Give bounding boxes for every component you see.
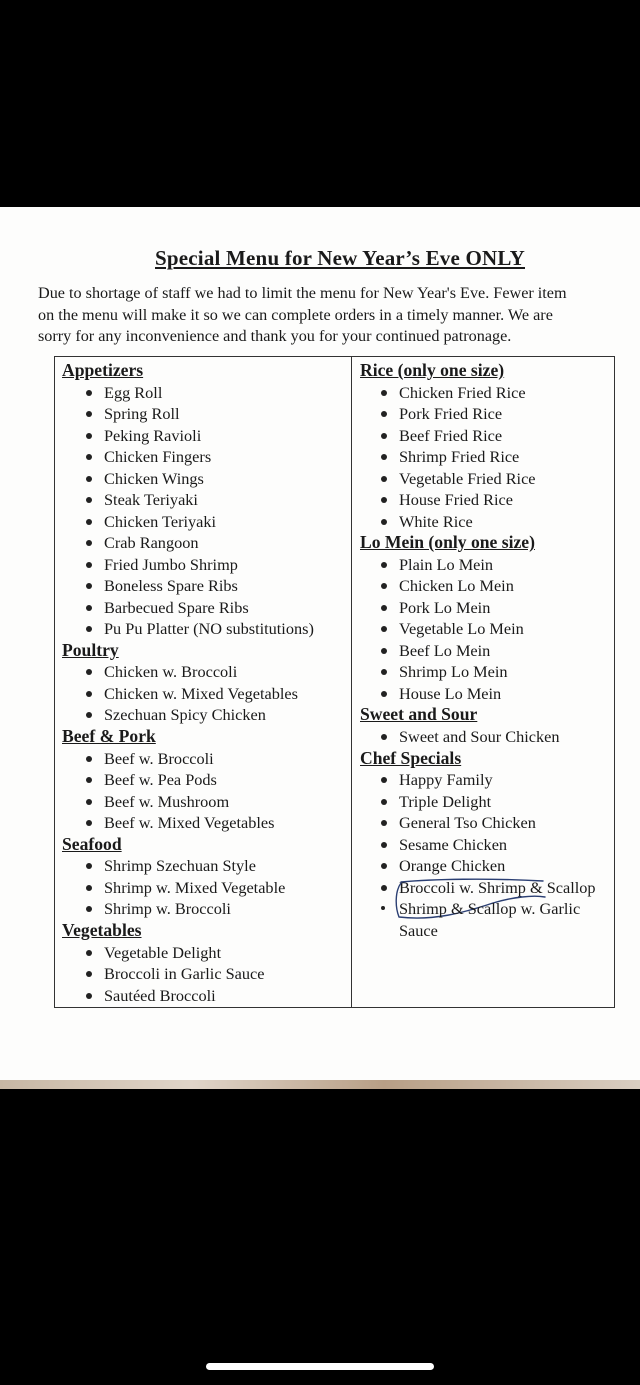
bullet-icon — [86, 691, 92, 697]
bullet-icon — [381, 669, 387, 675]
menu-item: General Tso Chicken — [360, 812, 612, 834]
bullet-icon — [86, 497, 92, 503]
menu-item: Pu Pu Platter (NO substitutions) — [62, 618, 350, 640]
bullet-icon — [86, 390, 92, 396]
bullet-icon — [381, 885, 387, 891]
menu-item: Egg Roll — [62, 382, 350, 404]
bullet-icon — [86, 906, 92, 912]
intro-paragraph — [38, 283, 623, 348]
bullet-icon — [86, 562, 92, 568]
menu-item: Peking Ravioli — [62, 425, 350, 447]
bullet-icon — [86, 476, 92, 482]
bullet-icon — [86, 993, 92, 999]
bullet-icon — [381, 497, 387, 503]
bullet-icon — [381, 863, 387, 869]
bullet-icon — [86, 712, 92, 718]
bullet-icon — [86, 777, 92, 783]
menu-item: House Lo Mein — [360, 683, 612, 705]
bullet-icon — [86, 454, 92, 460]
menu-item: Beef w. Broccoli — [62, 748, 350, 770]
category-heading-appetizers: Appetizers — [62, 360, 144, 380]
intro-line: Due to shortage of staff we had to limit the menu for New Year's Eve. Fewer item — [38, 284, 567, 302]
menu-item: Chicken Teriyaki — [62, 511, 350, 533]
menu-item: Shrimp Lo Mein — [360, 661, 612, 683]
bullet-icon — [381, 454, 387, 460]
menu-item: Shrimp & Scallop w. Garlic Sauce — [360, 898, 612, 941]
intro-line: on the menu will make it so we can complete orders in a timely manner. We are — [38, 305, 553, 324]
bullet-icon — [86, 605, 92, 611]
category-heading-chef-specials: Chef Specials — [360, 747, 462, 768]
category-heading-poultry: Poultry — [62, 639, 119, 660]
bullet-icon — [381, 605, 387, 611]
menu-item: Steak Teriyaki — [62, 489, 350, 511]
bullet-icon — [86, 411, 92, 417]
bullet-icon — [86, 799, 92, 805]
bullet-icon — [381, 734, 387, 740]
bullet-icon — [381, 562, 387, 568]
category-heading-lo-mein: Lo Mein (only one size) — [360, 532, 535, 553]
menu-item: Chicken w. Broccoli — [62, 661, 350, 683]
menu-item: Vegetable Lo Mein — [360, 618, 612, 640]
bullet-icon — [86, 863, 92, 869]
menu-item: Sesame Chicken — [360, 834, 612, 856]
bullet-icon — [381, 820, 387, 826]
menu-item: Chicken Wings — [62, 468, 350, 490]
category-heading-beef-pork: Beef & Pork — [62, 725, 156, 746]
bullet-icon — [381, 476, 387, 482]
menu-item: Shrimp Szechuan Style — [62, 855, 350, 877]
menu-item: Triple Delight — [360, 791, 612, 813]
menu-item: Plain Lo Mein — [360, 554, 612, 576]
bullet-icon — [86, 885, 92, 891]
menu-item: Shrimp w. Broccoli — [62, 898, 350, 920]
intro-line: sorry for any inconvenience and thank you for your continued patronage. — [38, 327, 512, 345]
menu-item: Crab Rangoon — [62, 532, 350, 554]
bullet-icon — [381, 777, 387, 783]
menu-item: Pork Lo Mein — [360, 597, 612, 619]
menu-item: Sweet and Sour Chicken — [360, 726, 612, 748]
bullet-icon — [381, 626, 387, 632]
bullet-icon — [86, 583, 92, 589]
bullet-icon — [381, 519, 387, 525]
menu-item: Vegetable Delight — [62, 942, 350, 964]
bullet-icon — [381, 433, 387, 439]
menu-item: Orange Chicken — [360, 855, 612, 877]
menu-item: Happy Family — [360, 769, 612, 791]
menu-item: Sautéed Broccoli — [62, 985, 350, 1007]
bullet-icon — [86, 626, 92, 632]
home-indicator[interactable] — [206, 1363, 434, 1370]
crossed-out-menu-item: Broccoli w. Shrimp & Scallop — [360, 877, 612, 899]
bullet-icon — [86, 950, 92, 956]
menu-item: Fried Jumbo Shrimp — [62, 554, 350, 576]
bullet-icon — [86, 820, 92, 826]
menu-item: Chicken Lo Mein — [360, 575, 612, 597]
left-column — [62, 360, 350, 1006]
bullet-icon — [381, 411, 387, 417]
menu-item: Shrimp w. Mixed Vegetable — [62, 877, 350, 899]
menu-item: White Rice — [360, 511, 612, 533]
bullet-icon — [381, 583, 387, 589]
bullet-icon — [86, 756, 92, 762]
bullet-icon — [381, 691, 387, 697]
menu-item: Pork Fried Rice — [360, 403, 612, 425]
bullet-icon — [86, 519, 92, 525]
bullet-icon — [86, 669, 92, 675]
menu-item: Shrimp Fried Rice — [360, 446, 612, 468]
category-heading-vegetables: Vegetables — [62, 919, 142, 940]
menu-item: Broccoli in Garlic Sauce — [62, 963, 350, 985]
menu-item: Spring Roll — [62, 403, 350, 425]
menu-item: Beef w. Pea Pods — [62, 769, 350, 791]
column-divider — [351, 356, 352, 1008]
menu-item: Beef w. Mushroom — [62, 791, 350, 813]
bullet-icon — [86, 971, 92, 977]
menu-item: Beef w. Mixed Vegetables — [62, 812, 350, 834]
menu-item: House Fried Rice — [360, 489, 612, 511]
bullet-icon — [86, 540, 92, 546]
menu-item: Szechuan Spicy Chicken — [62, 704, 350, 726]
bullet-icon — [86, 433, 92, 439]
menu-item: Chicken Fingers — [62, 446, 350, 468]
page-title: Special Menu for New Year’s Eve ONLY — [155, 246, 525, 270]
menu-item: Chicken w. Mixed Vegetables — [62, 683, 350, 705]
menu-item: Beef Lo Mein — [360, 640, 612, 662]
menu-item: Boneless Spare Ribs — [62, 575, 350, 597]
bullet-icon — [381, 648, 387, 654]
menu-item: Beef Fried Rice — [360, 425, 612, 447]
menu-item: Vegetable Fried Rice — [360, 468, 612, 490]
category-heading-rice: Rice (only one size) — [360, 360, 505, 380]
right-column — [360, 360, 612, 941]
bullet-icon — [381, 842, 387, 848]
category-heading-sweet-sour: Sweet and Sour — [360, 704, 478, 725]
menu-item: Barbecued Spare Ribs — [62, 597, 350, 619]
menu-item: Chicken Fried Rice — [360, 382, 612, 404]
table-edge — [0, 1080, 640, 1089]
bullet-icon — [381, 906, 385, 910]
bullet-icon — [381, 390, 387, 396]
bullet-icon — [381, 799, 387, 805]
category-heading-seafood: Seafood — [62, 833, 122, 854]
